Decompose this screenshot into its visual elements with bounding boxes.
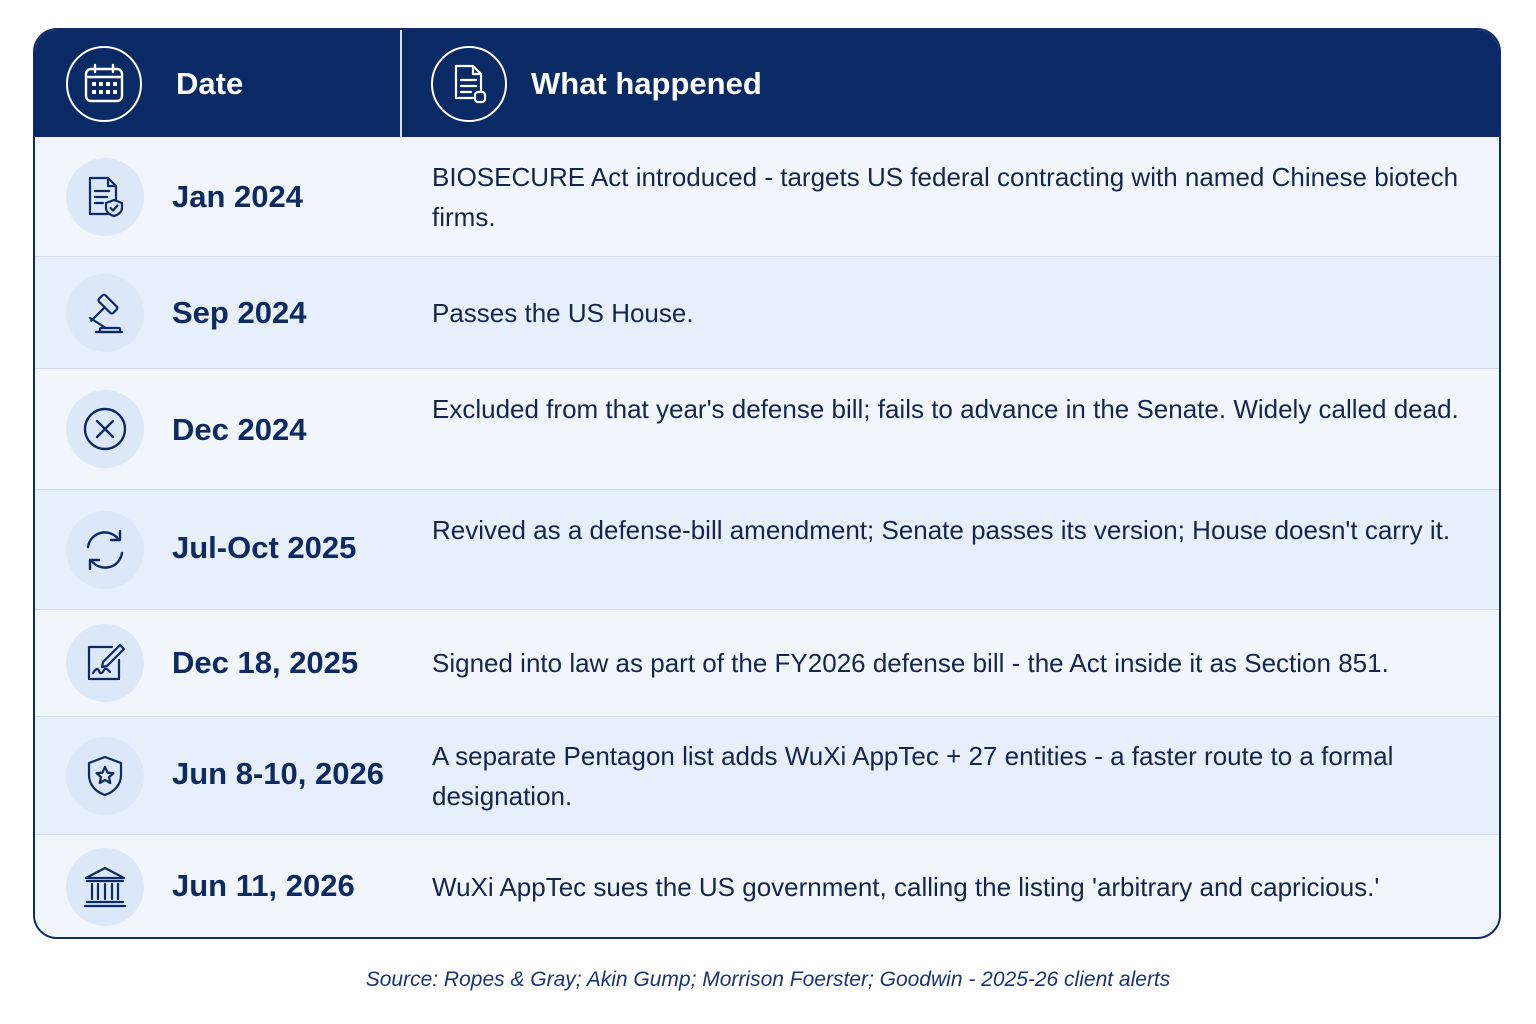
row-date: Dec 18, 2025 [172, 645, 359, 680]
row-description: Signed into law as part of the FY2026 defense bill - the Act inside it as Section 851. [432, 648, 1389, 678]
row-date: Jan 2024 [172, 179, 303, 214]
row-date: Dec 2024 [172, 412, 307, 447]
table-row [35, 257, 1499, 369]
row-description: WuXi AppTec sues the US government, calling the listing 'arbitrary and capricious.' [432, 872, 1380, 902]
source-citation: Source: Ropes & Gray; Akin Gump; Morrison Foerster; Goodwin - 2025-26 client alerts [365, 968, 1171, 991]
document-shield-icon [66, 158, 144, 236]
table-row [35, 610, 1499, 717]
row-description: Revived as a defense-bill amendment; Senate passes its version; House doesn't carry it. [432, 515, 1451, 545]
government-building-icon [66, 848, 144, 926]
document-icon [431, 46, 507, 122]
calendar-icon [66, 46, 142, 122]
signature-pen-icon [66, 624, 144, 702]
row-description: BIOSECURE Act introduced - targets US federal contracting with named Chinese biotech firms. [432, 162, 1459, 232]
close-circle-icon [66, 390, 144, 468]
event-column-header: What happened [531, 66, 762, 101]
table-row [35, 717, 1499, 835]
row-date: Sep 2024 [172, 295, 307, 330]
table-row [35, 490, 1499, 610]
date-column-header: Date [176, 66, 244, 101]
row-date: Jun 11, 2026 [172, 868, 355, 903]
table-row [35, 369, 1499, 490]
row-description: Excluded from that year's defense bill; fails to advance in the Senate. Widely called dead. [432, 394, 1459, 424]
table-row [35, 835, 1499, 939]
shield-star-icon [66, 737, 144, 815]
table-header [35, 30, 1499, 137]
header-divider [400, 30, 402, 137]
timeline-table [33, 28, 1501, 939]
refresh-icon [66, 511, 144, 589]
row-date: Jun 8-10, 2026 [172, 756, 384, 791]
gavel-icon [66, 274, 144, 352]
row-description: Passes the US House. [432, 298, 694, 328]
row-description: A separate Pentagon list adds WuXi AppTec + 27 entities - a faster route to a formal designation. [432, 741, 1394, 811]
row-date: Jul-Oct 2025 [172, 530, 357, 565]
table-row [35, 137, 1499, 257]
